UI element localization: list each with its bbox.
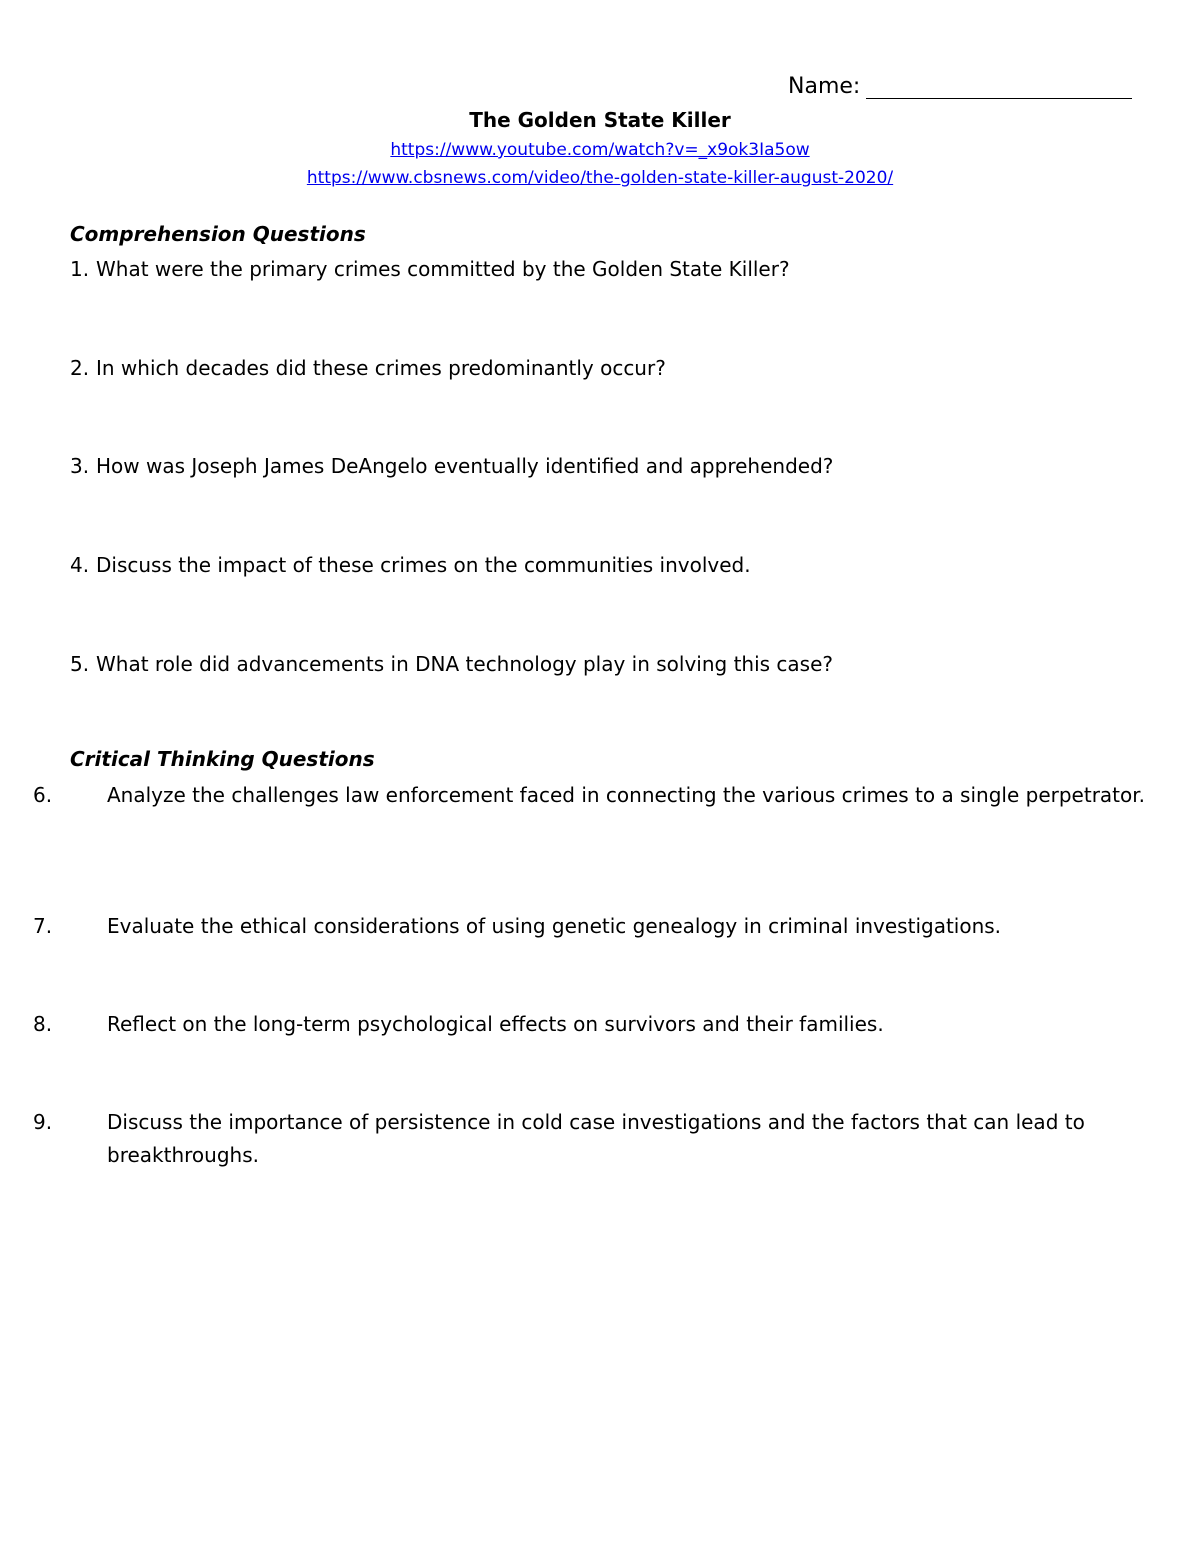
critical-thinking-heading: Critical Thinking Questions bbox=[70, 747, 375, 771]
question-number: 1. bbox=[70, 257, 90, 281]
name-field[interactable] bbox=[788, 74, 1132, 99]
question-6 bbox=[33, 779, 1147, 812]
worksheet-title: The Golden State Killer bbox=[469, 108, 731, 132]
question-number: 5. bbox=[70, 652, 90, 676]
question-number: 9. bbox=[33, 1110, 53, 1134]
question-text: What were the primary crimes committed by the Golden State Killer? bbox=[96, 257, 790, 281]
question-text: Evaluate the ethical considerations of using genetic genealogy in criminal investigations. bbox=[107, 914, 1002, 938]
question-7 bbox=[33, 910, 1147, 943]
question-4 bbox=[70, 549, 1130, 582]
question-text: What role did advancements in DNA technology play in solving this case? bbox=[96, 652, 834, 676]
question-text: Reflect on the long-term psychological effects on survivors and their families. bbox=[107, 1012, 884, 1036]
question-number: 3. bbox=[70, 454, 90, 478]
question-number: 6. bbox=[33, 783, 53, 807]
question-3 bbox=[70, 450, 1130, 483]
name-label: Name: bbox=[788, 74, 861, 99]
question-5 bbox=[70, 648, 1130, 681]
question-number: 4. bbox=[70, 553, 90, 577]
question-text: Discuss the importance of persistence in cold case investigations and the factors that can lead to breakthroughs. bbox=[107, 1110, 1085, 1167]
youtube-link[interactable]: https://www.youtube.com/watch?v=_x9ok3Ia5ow bbox=[390, 140, 810, 160]
question-8 bbox=[33, 1008, 1147, 1041]
cbsnews-link[interactable]: https://www.cbsnews.com/video/the-golden-state-killer-august-2020/ bbox=[306, 168, 894, 188]
question-text: Discuss the impact of these crimes on the communities involved. bbox=[96, 553, 751, 577]
comprehension-heading: Comprehension Questions bbox=[70, 222, 366, 246]
question-number: 7. bbox=[33, 914, 53, 938]
question-number: 2. bbox=[70, 356, 90, 380]
question-number: 8. bbox=[33, 1012, 53, 1036]
question-text: How was Joseph James DeAngelo eventually identified and apprehended? bbox=[96, 454, 834, 478]
question-text: Analyze the challenges law enforcement faced in connecting the various crimes to a single perpetrator. bbox=[107, 783, 1145, 807]
question-text: In which decades did these crimes predominantly occur? bbox=[96, 356, 666, 380]
question-1 bbox=[70, 253, 1130, 286]
question-9 bbox=[33, 1106, 1147, 1172]
question-2 bbox=[70, 352, 1130, 385]
name-blank-line[interactable] bbox=[866, 76, 1132, 99]
